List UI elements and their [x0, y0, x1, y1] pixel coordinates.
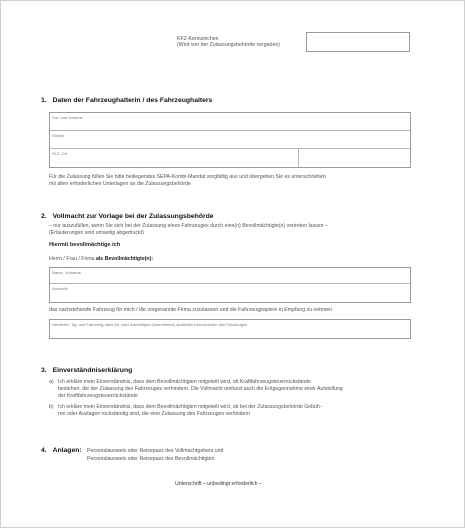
section-2-note-1: – nur auszufüllen, wenn Sie sich bei der Zulassung eines Fahrzeuges durch eine(n) Bevollmächtigte(n) vertreten lassen –	[49, 223, 328, 229]
consent-a-line-1: Ich erkläre mein Einverständnis, dass dem Bevollmächtigten mitgeteilt wird, ob Kraftfahrzeugsteuerrückstände	[58, 379, 311, 385]
attorney-line-bold: als Bevollmächtigte(n):	[95, 256, 154, 262]
section-2-heading	[41, 213, 214, 220]
section-1-note-1: Für die Zulassung füllen Sie bitte beiliegendes SEPA-Kombi-Mandat sorgfältig aus und übergeben Sie es unterschrieben	[49, 174, 326, 180]
consent-b-line-2: ren oder Auslagen rückständig sind, die eine Zulassung des Fahrzeuges verhindern	[58, 411, 251, 417]
section-2-middle-text: das nachstehende Fahrzeug für mich / die vorgenannte Firma zuzulassen und die Fahrzeugpapiere in Empfang zu nehmen	[49, 307, 333, 313]
field-city-label[interactable]: PLZ, Ort	[52, 151, 68, 156]
attorney-name-label[interactable]: Name, Vorname	[52, 270, 81, 275]
kfz-input-box[interactable]	[306, 32, 410, 52]
attorney-address-label[interactable]: Anschrift	[52, 286, 68, 291]
owner-divider-1	[50, 130, 410, 131]
owner-data-box	[49, 112, 411, 168]
section-4-title: Anlagen:	[52, 447, 82, 454]
section-2-number: 2.	[41, 213, 47, 220]
section-1-number: 1.	[41, 97, 47, 104]
owner-divider-v	[298, 149, 299, 167]
section-3-heading	[41, 367, 132, 374]
consent-a-marker: a)	[49, 379, 54, 385]
vehicle-field-label[interactable]: Hersteller, Typ und Fahrzeug-Ident-Nr. oder zukünftiges (reserviertes) amtliches Kennzeichen des Fahrzeuges	[52, 322, 248, 327]
attachment-1: Personalausweis oder Reisepass des Vollmachtgebers und	[87, 448, 224, 454]
kfz-label: KFZ-Kennzeichen	[177, 36, 219, 42]
consent-b-marker: b)	[49, 404, 54, 410]
hiermit-text: Hiermit bevollmächtige ich	[49, 242, 121, 248]
section-3-title: Einverständniserklärung	[52, 367, 133, 374]
attorney-line-plain: Herrn / Frau / Firma	[49, 256, 96, 262]
attorney-divider	[50, 283, 410, 284]
section-1-heading	[41, 97, 212, 104]
section-3-number: 3.	[41, 367, 47, 374]
owner-divider-2	[50, 148, 410, 149]
section-2-title: Vollmacht zur Vorlage bei der Zulassungsbehörde	[52, 213, 214, 220]
signature-label: Unterschrift – unbedingt erforderlich –	[175, 481, 262, 487]
consent-b-line-1: Ich erkläre mein Einverständnis, dass dem Bevollmächtigten mitgeteilt wird, ob bei der Zulassungsbehörde Gebüh-	[58, 404, 322, 410]
field-street-label[interactable]: Straße	[52, 133, 65, 138]
consent-a-line-3: der Kraftfahrzeugsteuerrückstände	[58, 393, 138, 399]
consent-a-line-2: bestehen, die der Zulassung des Fahrzeuges verhindern. Die Vollmacht umfasst auch die Entgegennahme einer Aufstellung	[58, 386, 343, 392]
vehicle-box	[49, 319, 411, 339]
section-4-heading	[41, 447, 82, 454]
section-2-note-2: (Erläuterungen sind umseitig abgedruckt)	[49, 230, 144, 236]
field-name-label[interactable]: Vor- und Zuname	[52, 115, 83, 120]
section-4-number: 4.	[41, 447, 47, 454]
attorney-box	[49, 267, 411, 303]
section-1-note-2: mit allen erforderlichen Unterlagen an die Zulassungsbehörde	[49, 181, 191, 187]
attachment-2: Personalausweis oder Reisepass des Bevollmächtigten	[87, 456, 215, 462]
section-1-title: Daten der Fahrzeughalterin / des Fahrzeughalters	[52, 97, 213, 104]
kfz-sublabel: (Wird von der Zulassungsbehörde vergeben)	[177, 42, 280, 48]
attorney-line	[49, 256, 153, 263]
